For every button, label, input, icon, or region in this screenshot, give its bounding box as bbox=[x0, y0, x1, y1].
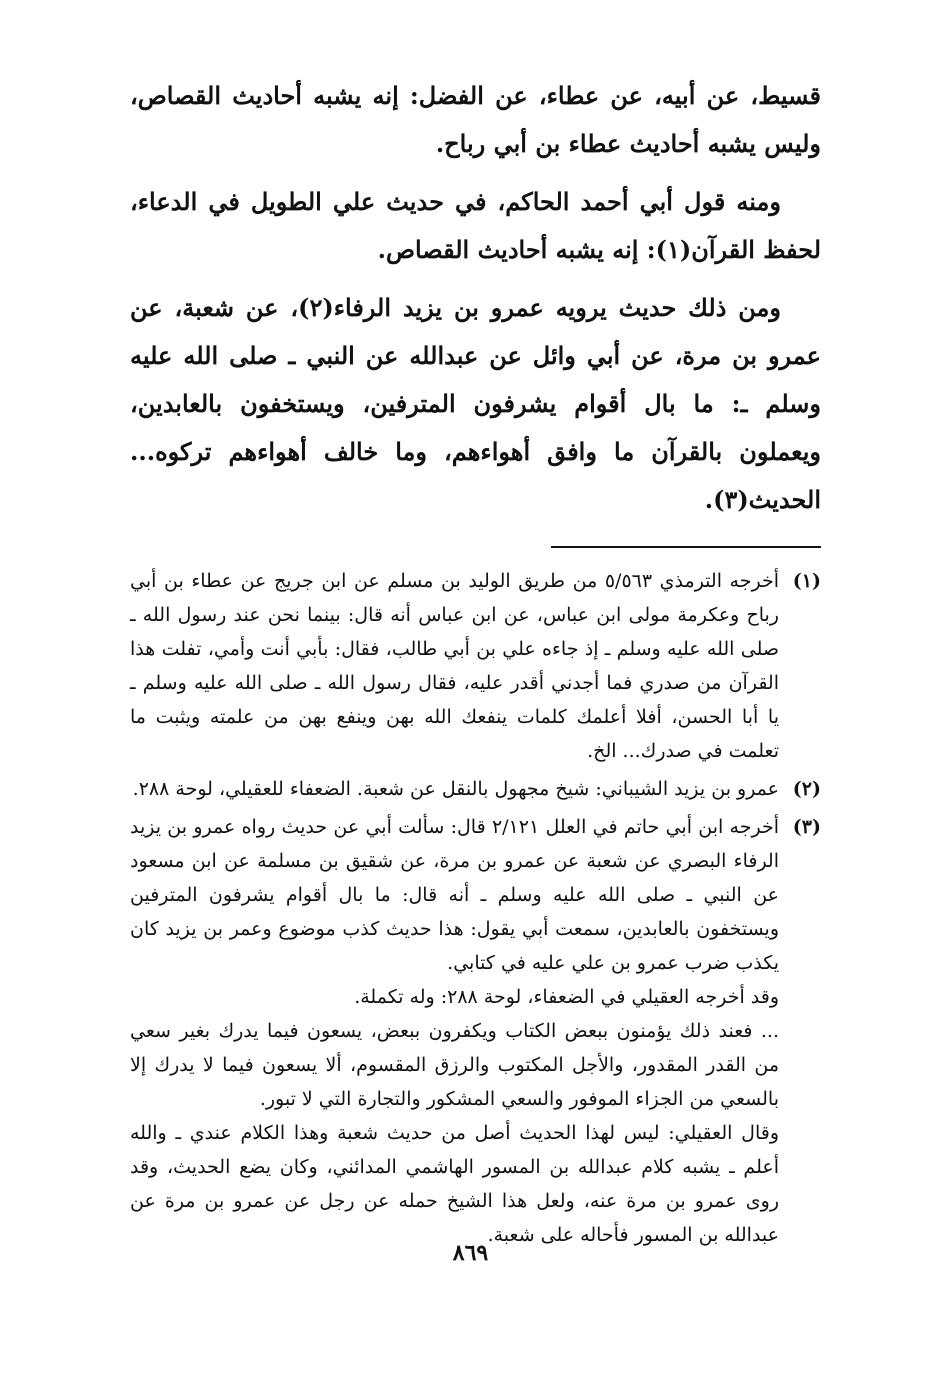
footnotes-section bbox=[130, 564, 821, 1252]
footnote-continuation-3: وقال العقيلي: ليس لهذا الحديث أصل من حديث شعبة وهذا الكلام عندي ـ والله أعلم ـ يشبه كلام عبدالله بن المسور الهاشمي المدائني، وكان يضع الحديث، وقد روى عمرو بن مرة عنه، ولعل هذا الشيخ حمله عن رجل عن عمرو بن مرة عن عبدالله بن المسور فأحاله على شعبة. bbox=[130, 1122, 779, 1246]
main-paragraph-1: قسيط، عن أبيه، عن عطاء، عن الفضل: إنه يشبه أحاديث القصاص، وليس يشبه أحاديث عطاء بن أبي رباح. bbox=[130, 81, 822, 158]
footnote-divider bbox=[551, 546, 821, 548]
footnote-body bbox=[130, 772, 779, 806]
page-number: ٨٦٩ bbox=[452, 1240, 489, 1266]
footnote-1 bbox=[130, 564, 821, 768]
footnote-3 bbox=[130, 810, 821, 1252]
footnote-text: عمرو بن يزيد الشيباني: شيخ مجهول بالنقل عن شعبة. الضعفاء للعقيلي، لوحة ٢٨٨. bbox=[132, 778, 779, 800]
footnote-continuation-1: وقد أخرجه العقيلي في الضعفاء، لوحة ٢٨٨: وله تكملة. bbox=[354, 986, 779, 1008]
footnote-continuation-2: ... فعند ذلك يؤمنون ببعض الكتاب ويكفرون ببعض، يسعون فيما يدرك بغير سعي من القدر المقدور، والأجل المكتوب والرزق المقسوم، ألا يسعون فيما لا يدرك إلا بالسعي من الجزاء الموفور والسعي المشكور والتجارة التي لا تبور. bbox=[130, 1020, 779, 1110]
main-paragraph-3: ومن ذلك حديث يرويه عمرو بن يزيد الرفاء(٢)، عن شعبة، عن عمرو بن مرة، عن أبي وائل عن عبدالله عن النبي ـ صلى الله عليه وسلم ـ: ما بال أقوام يشرفون المترفين، ويستخفون بالعابدين، ويعملون بالقرآن ما وافق أهواءهم، وما خالف أهواءهم تركوه... الحديث(٣). bbox=[130, 293, 821, 514]
main-paragraph-2: ومنه قول أبي أحمد الحاكم، في حديث علي الطويل في الدعاء، لحفظ القرآن(١): إنه يشبه أحاديث القصاص. bbox=[130, 187, 821, 264]
footnote-2 bbox=[130, 772, 821, 806]
footnote-body bbox=[130, 564, 779, 768]
book-page bbox=[130, 72, 821, 1329]
footnote-text: أخرجه الترمذي ٥/٥٦٣ من طريق الوليد بن مسلم عن ابن جريج عن عطاء بن أبي رباح وعكرمة مولى ابن عباس، عن ابن عباس أنه قال: بينما نحن عند رسول الله ـ صلى الله عليه وسلم ـ إذ جاءه علي بن أبي طالب، فقال: بأبي أنت وأمي، تفلت هذا القرآن من صدري فما أجدني أقدر عليه، فقال رسول الله ـ صلى الله عليه وسلم ـ يا أبا الحسن، أفلا أعلمك كلمات ينفعك الله بهن وينفع بهن من علمته ويثبت ما تعلمت في صدرك... الخ. bbox=[130, 570, 779, 762]
footnote-text: أخرجه ابن أبي حاتم في العلل ٢/١٢١ قال: سألت أبي عن حديث رواه عمرو بن يزيد الرفاء البصري عن شعبة عن عمرو بن مرة، عن شقيق بن مسلمة عن ابن مسعود عن النبي ـ صلى الله عليه وسلم ـ أنه قال: ما بال أقوام يشرفون المترفين ويستخفون بالعابدين، سمعت أبي يقول: هذا حديث كذب موضوع وعمر بن يزيد كان يكذب ضرب عمرو بن علي عليه في كتابي. bbox=[130, 816, 779, 974]
footnote-body bbox=[130, 810, 779, 1252]
footnote-number: (٢) bbox=[792, 778, 821, 800]
footnote-number: (٣) bbox=[792, 816, 821, 838]
footnote-number: (١) bbox=[792, 570, 821, 592]
